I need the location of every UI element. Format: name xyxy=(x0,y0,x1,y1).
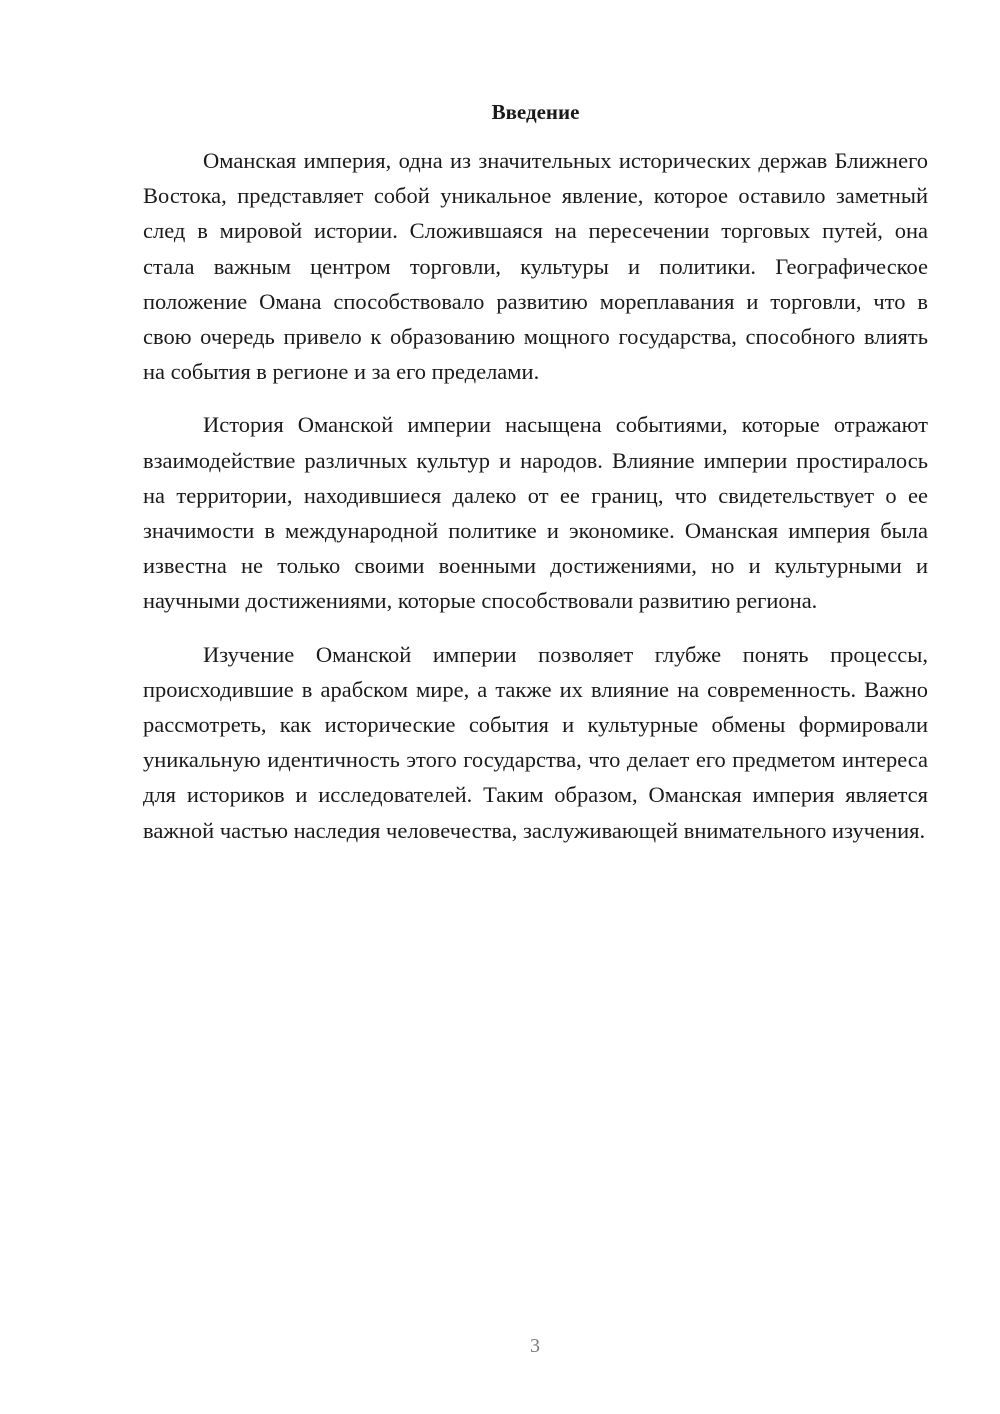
paragraph-1: Оманская империя, одна из значительных исторических держав Ближнего Востока, представляет собой уникальное явление, которое оставило заметный след в мировой истории. Сложившаяся на пересечении торговых путей, она стала важным центром торговли, культуры и политики. Географическое положение Омана способствовало развитию мореплавания и торговли, что в свою очередь привело к образованию мощного государства, способного влиять на события в регионе и за его пределами. xyxy=(143,148,928,385)
document-body xyxy=(143,143,928,866)
page-title: Введение xyxy=(491,100,580,124)
paragraph-3: Изучение Оманской империи позволяет глубже понять процессы, происходившие в арабском мире, а также их влияние на современность. Важно рассмотреть, как исторические события и культурные обмены формировали уникальную идентичность этого государства, что делает его предметом интереса для историков и исследователей. Таким образом, Оманская империя является важной частью наследия человечества, заслуживающей внимательного изучения. xyxy=(143,641,928,843)
paragraph-2: История Оманской империи насыщена событиями, которые отражают взаимодействие различных культур и народов. Влияние империи простиралось на территории, находившиеся далеко от ее границ, что свидетельствует о ее значимости в международной политике и экономике. Оманская империя была известна не только своими военными достижениями, но и культурными и научными достижениями, которые способствовали развитию региона. xyxy=(143,412,928,614)
page-number: 3 xyxy=(530,1335,540,1357)
